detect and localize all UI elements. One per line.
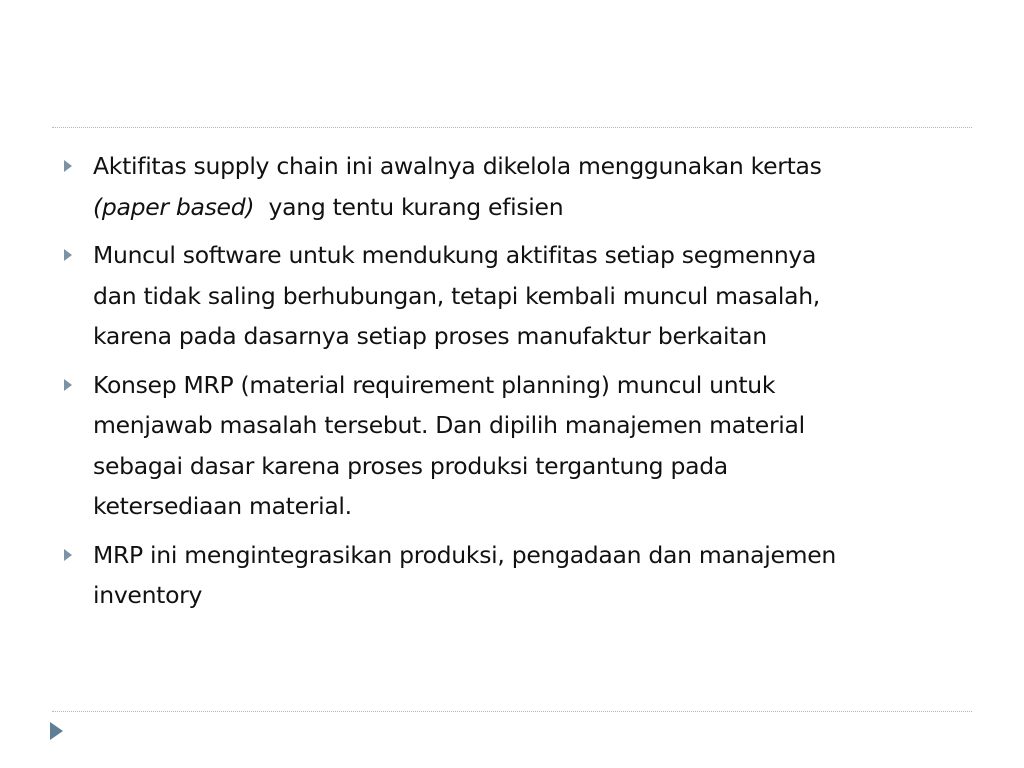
bullet-text: ketersediaan material. xyxy=(93,492,352,520)
bullet-item xyxy=(60,535,970,616)
bullet-list xyxy=(60,146,970,616)
bullet-line xyxy=(93,146,970,187)
bullet-text: Aktifitas supply chain ini awalnya dikelola menggunakan kertas xyxy=(93,152,822,180)
bullet-line xyxy=(93,575,970,616)
bullet-line xyxy=(93,365,970,406)
bullet-line xyxy=(93,446,970,487)
bullet-text: sebagai dasar karena proses produksi tergantung pada xyxy=(93,451,728,480)
bullet-item xyxy=(60,365,970,527)
bullet-line xyxy=(93,486,970,527)
bullet-line xyxy=(93,535,970,576)
triangle-right-icon xyxy=(64,379,72,391)
triangle-right-icon xyxy=(64,549,72,561)
bullet-text: karena pada dasarnya setiap proses manufaktur berkaitan xyxy=(93,322,767,350)
triangle-right-icon xyxy=(64,160,72,172)
bullet-line xyxy=(93,276,970,317)
bullet-line xyxy=(93,235,970,276)
bullet-line xyxy=(93,405,970,446)
slide-body xyxy=(60,146,970,624)
bullet-item xyxy=(60,146,970,227)
bullet-text: menjawab masalah tersebut. Dan dipilih manajemen material xyxy=(93,411,805,439)
bullet-line xyxy=(93,187,970,228)
bullet-text: Muncul software untuk mendukung aktifitas setiap segmennya xyxy=(93,241,817,269)
top-divider xyxy=(52,127,972,128)
triangle-right-icon xyxy=(64,249,72,261)
bottom-divider xyxy=(52,711,972,712)
bullet-text: MRP ini mengintegrasikan produksi, pengadaan dan manajemen xyxy=(93,540,836,569)
italic-text: (paper based) xyxy=(93,192,255,221)
bullet-text: yang tentu kurang efisien xyxy=(254,192,564,221)
bullet-text: Konsep MRP (material requirement planning) muncul untuk xyxy=(93,370,776,399)
bullet-text: dan tidak saling berhubungan, tetapi kembali muncul masalah, xyxy=(93,281,820,310)
bullet-line xyxy=(93,316,970,357)
play-triangle-icon[interactable] xyxy=(50,722,63,740)
bullet-text: inventory xyxy=(93,581,203,609)
bullet-item xyxy=(60,235,970,357)
